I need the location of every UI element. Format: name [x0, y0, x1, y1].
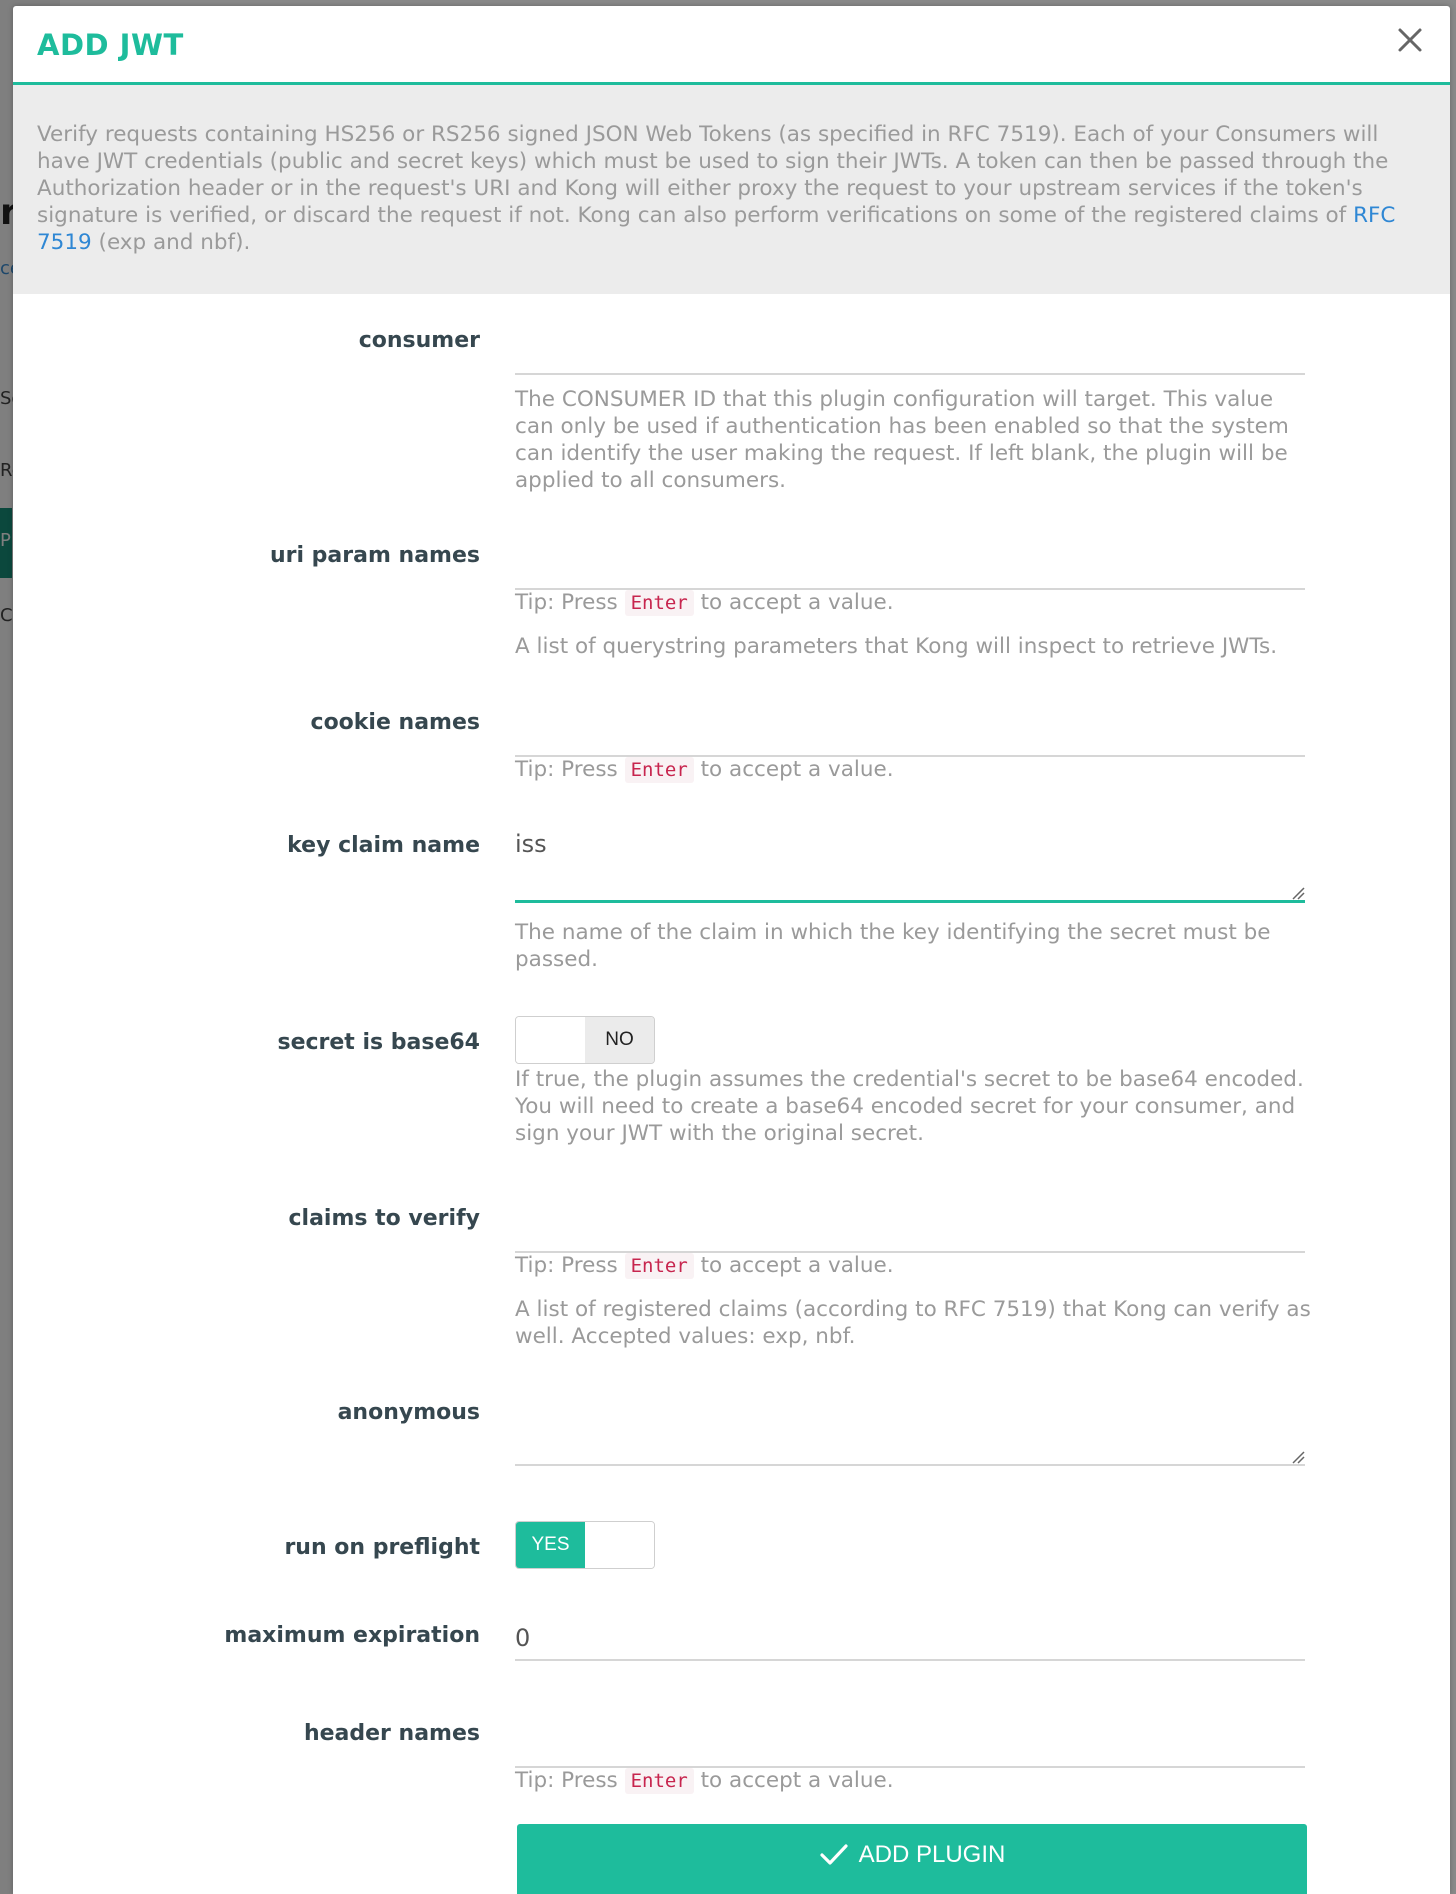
field-label: uri param names: [269, 543, 480, 568]
enter-key-hint: Enter: [625, 757, 694, 783]
enter-key-hint: Enter: [625, 1768, 694, 1794]
description-suffix: (exp and nbf).: [91, 230, 251, 255]
tip-suffix: to accept a value.: [693, 590, 894, 615]
field-label: claims to verify: [288, 1206, 480, 1231]
toggle-knob: [585, 1522, 654, 1568]
add-plugin-button[interactable]: [517, 1824, 1307, 1894]
field-label: header names: [303, 1721, 480, 1746]
claims-to-verify-help: A list of registered claims (according to RFC 7519) that Kong can verify as well. Accepted values: exp, nbf.: [515, 1297, 1311, 1349]
consumer-help: The CONSUMER ID that this plugin configuration will target. This value can only be used if authentication has been enabled so that the system can identify the user making the request. If left blank, the plugin will be applied to all consumers.: [515, 387, 1289, 493]
rfc-7519-link[interactable]: RFC 7519: [37, 203, 1396, 255]
uri-param-names-input[interactable]: [515, 555, 1305, 590]
uri-param-names-help: A list of querystring parameters that Kong will inspect to retrieve JWTs.: [515, 634, 1278, 659]
maximum-expiration-input[interactable]: [515, 1617, 1305, 1661]
enter-key-hint: Enter: [625, 1253, 694, 1279]
toggle-state-label: YES: [516, 1522, 585, 1568]
secret-is-base64-help: If true, the plugin assumes the credential's secret to be base64 encoded. You will need to create a base64 encoded secret for your consumer, and sign your JWT with the original secret.: [515, 1067, 1304, 1146]
run-on-preflight-toggle[interactable]: [515, 1521, 655, 1569]
tip-suffix: to accept a value.: [693, 1253, 894, 1278]
field-label: cookie names: [310, 710, 480, 735]
modal-header: [13, 6, 1450, 85]
tip-text: [515, 1252, 1315, 1280]
claims-to-verify-input[interactable]: [515, 1218, 1305, 1253]
tip-prefix: Tip: Press: [515, 1768, 625, 1793]
secret-is-base64-toggle[interactable]: [515, 1016, 655, 1064]
check-icon: [819, 1843, 849, 1867]
description-text: Verify requests containing HS256 or RS256 signed JSON Web Tokens (as specified in RFC 7519). Each of your Consumers will have JWT credentials (public and secret keys) which must be used to sign their JWTs. A token can then be passed through the Authorization header or in the request's URI and Kong will either proxy the request to your upstream services if the token's signature is verified, or discard the request if not. Kong can also perform verifications on some of the registered claims of: [37, 122, 1389, 228]
field-label: anonymous: [337, 1400, 480, 1425]
toggle-knob: [516, 1017, 585, 1063]
tip-text: [515, 589, 1315, 617]
toggle-state-label: NO: [585, 1017, 654, 1063]
add-jwt-modal: [13, 6, 1450, 1894]
consumer-input[interactable]: [515, 340, 1305, 375]
close-icon: [1390, 20, 1430, 60]
tip-prefix: Tip: Press: [515, 590, 625, 615]
key-claim-name-input[interactable]: [515, 821, 1305, 903]
tip-suffix: to accept a value.: [693, 757, 894, 782]
add-plugin-label: ADD PLUGIN: [858, 1840, 1006, 1868]
field-label: consumer: [358, 328, 480, 353]
header-names-input[interactable]: [515, 1733, 1305, 1768]
modal-title: ADD JWT: [37, 28, 184, 62]
tip-text: [515, 756, 1315, 784]
anonymous-input[interactable]: [515, 1390, 1305, 1466]
field-label: run on preflight: [284, 1535, 480, 1560]
key-claim-name-help: The name of the claim in which the key identifying the secret must be passed.: [515, 920, 1271, 972]
tip-suffix: to accept a value.: [693, 1768, 894, 1793]
tip-text: [515, 1767, 1315, 1795]
enter-key-hint: Enter: [625, 590, 694, 616]
plugin-description: [13, 85, 1450, 294]
tip-prefix: Tip: Press: [515, 757, 625, 782]
field-label: key claim name: [287, 833, 480, 858]
close-button[interactable]: [1390, 20, 1430, 60]
field-label: maximum expiration: [224, 1623, 480, 1648]
field-label: secret is base64: [277, 1030, 480, 1055]
cookie-names-input[interactable]: [515, 722, 1305, 757]
resize-handle-icon[interactable]: [1291, 1450, 1305, 1464]
resize-handle-icon[interactable]: [1291, 886, 1305, 900]
tip-prefix: Tip: Press: [515, 1253, 625, 1278]
